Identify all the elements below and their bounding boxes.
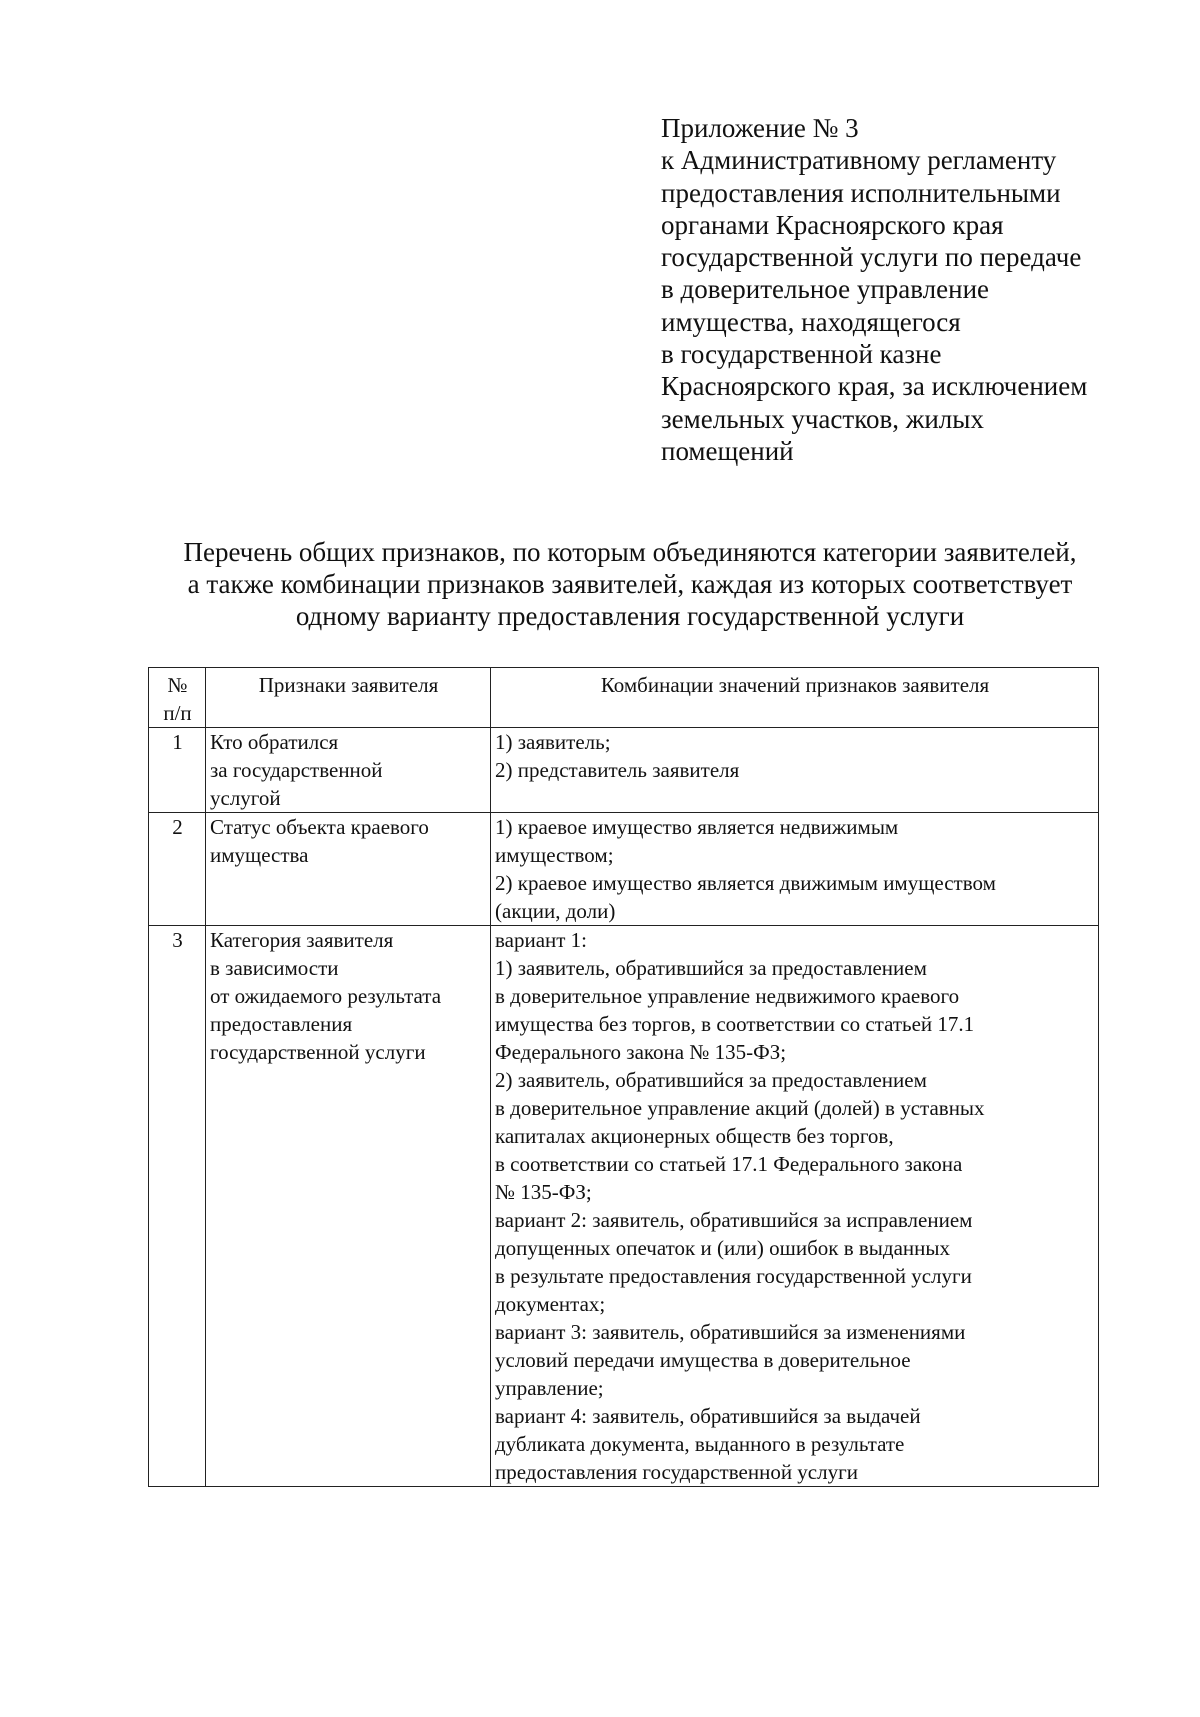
table-row [149, 926, 1099, 1487]
appendix-line: к Административному регламенту [661, 145, 1057, 176]
combination-cell: вариант 1: 1) заявитель, обратившийся за предоставлением в доверительное управление недвижимого краевого имущества без торгов, в соответствии со статьей 17.1 Федерального закона № 135-ФЗ; 2) заявитель, обратившийся за предоставлением в доверительное управление акций (долей) в уставных капиталах акционерных обществ без торгов, в соответствии со статьей 17.1 Федерального закона № 135-ФЗ; вариант 2: заявитель, обратившийся за исправлением допущенных опечаток и (или) ошибок в выданных в результате предоставления государственной услуги документах; вариант 3: заявитель, обратившийся за изменениями условий передачи имущества в доверительное управление; вариант 4: заявитель, обратившийся за выдачей дубликата документа, выданного в результате предоставления государственной услуги [491, 926, 1099, 1487]
document-title [120, 536, 1140, 632]
row-number: 2 [149, 813, 206, 926]
attribute-cell: Кто обратился за государственной услугой [206, 728, 491, 813]
appendix-line: земельных участков, жилых [661, 403, 984, 434]
appendix-header [661, 112, 1181, 467]
combination-cell: 1) заявитель; 2) представитель заявителя [491, 728, 1099, 813]
table-header-row [149, 668, 1099, 728]
appendix-line: Приложение № 3 [661, 113, 859, 143]
appendix-line: в доверительное управление [661, 274, 990, 305]
appendix-line: Красноярского края, за исключением [661, 371, 1088, 402]
header-attribute: Признаки заявителя [206, 668, 491, 728]
appendix-line: органами Красноярского края [661, 209, 1004, 240]
header-combinations: Комбинации значений признаков заявителя [491, 668, 1099, 728]
row-number: 1 [149, 728, 206, 813]
attribute-cell: Категория заявителя в зависимости от ожидаемого результата предоставления государственной услуги [206, 926, 491, 1487]
combination-cell: 1) краевое имущество является недвижимым имуществом; 2) краевое имущество является движимым имуществом (акции, доли) [491, 813, 1099, 926]
title-line: а также комбинации признаков заявителей, каждая из которых соответствует [187, 569, 1073, 599]
appendix-line: помещений [661, 435, 794, 466]
table-row [149, 813, 1099, 926]
title-line: одному варианту предоставления государственной услуги [295, 601, 965, 631]
attribute-cell: Статус объекта краевого имущества [206, 813, 491, 926]
appendix-line: предоставления исполнительными [661, 177, 1061, 208]
title-line: Перечень общих признаков, по которым объединяются категории заявителей, [183, 537, 1077, 567]
appendix-line: в государственной казне [661, 339, 942, 370]
table-row [149, 728, 1099, 813]
applicant-criteria-table [148, 667, 1099, 1487]
appendix-line: государственной услуги по передаче [661, 242, 1082, 273]
row-number: 3 [149, 926, 206, 1487]
appendix-line: имущества, находящегося [661, 306, 961, 337]
header-number: № п/п [149, 668, 206, 728]
